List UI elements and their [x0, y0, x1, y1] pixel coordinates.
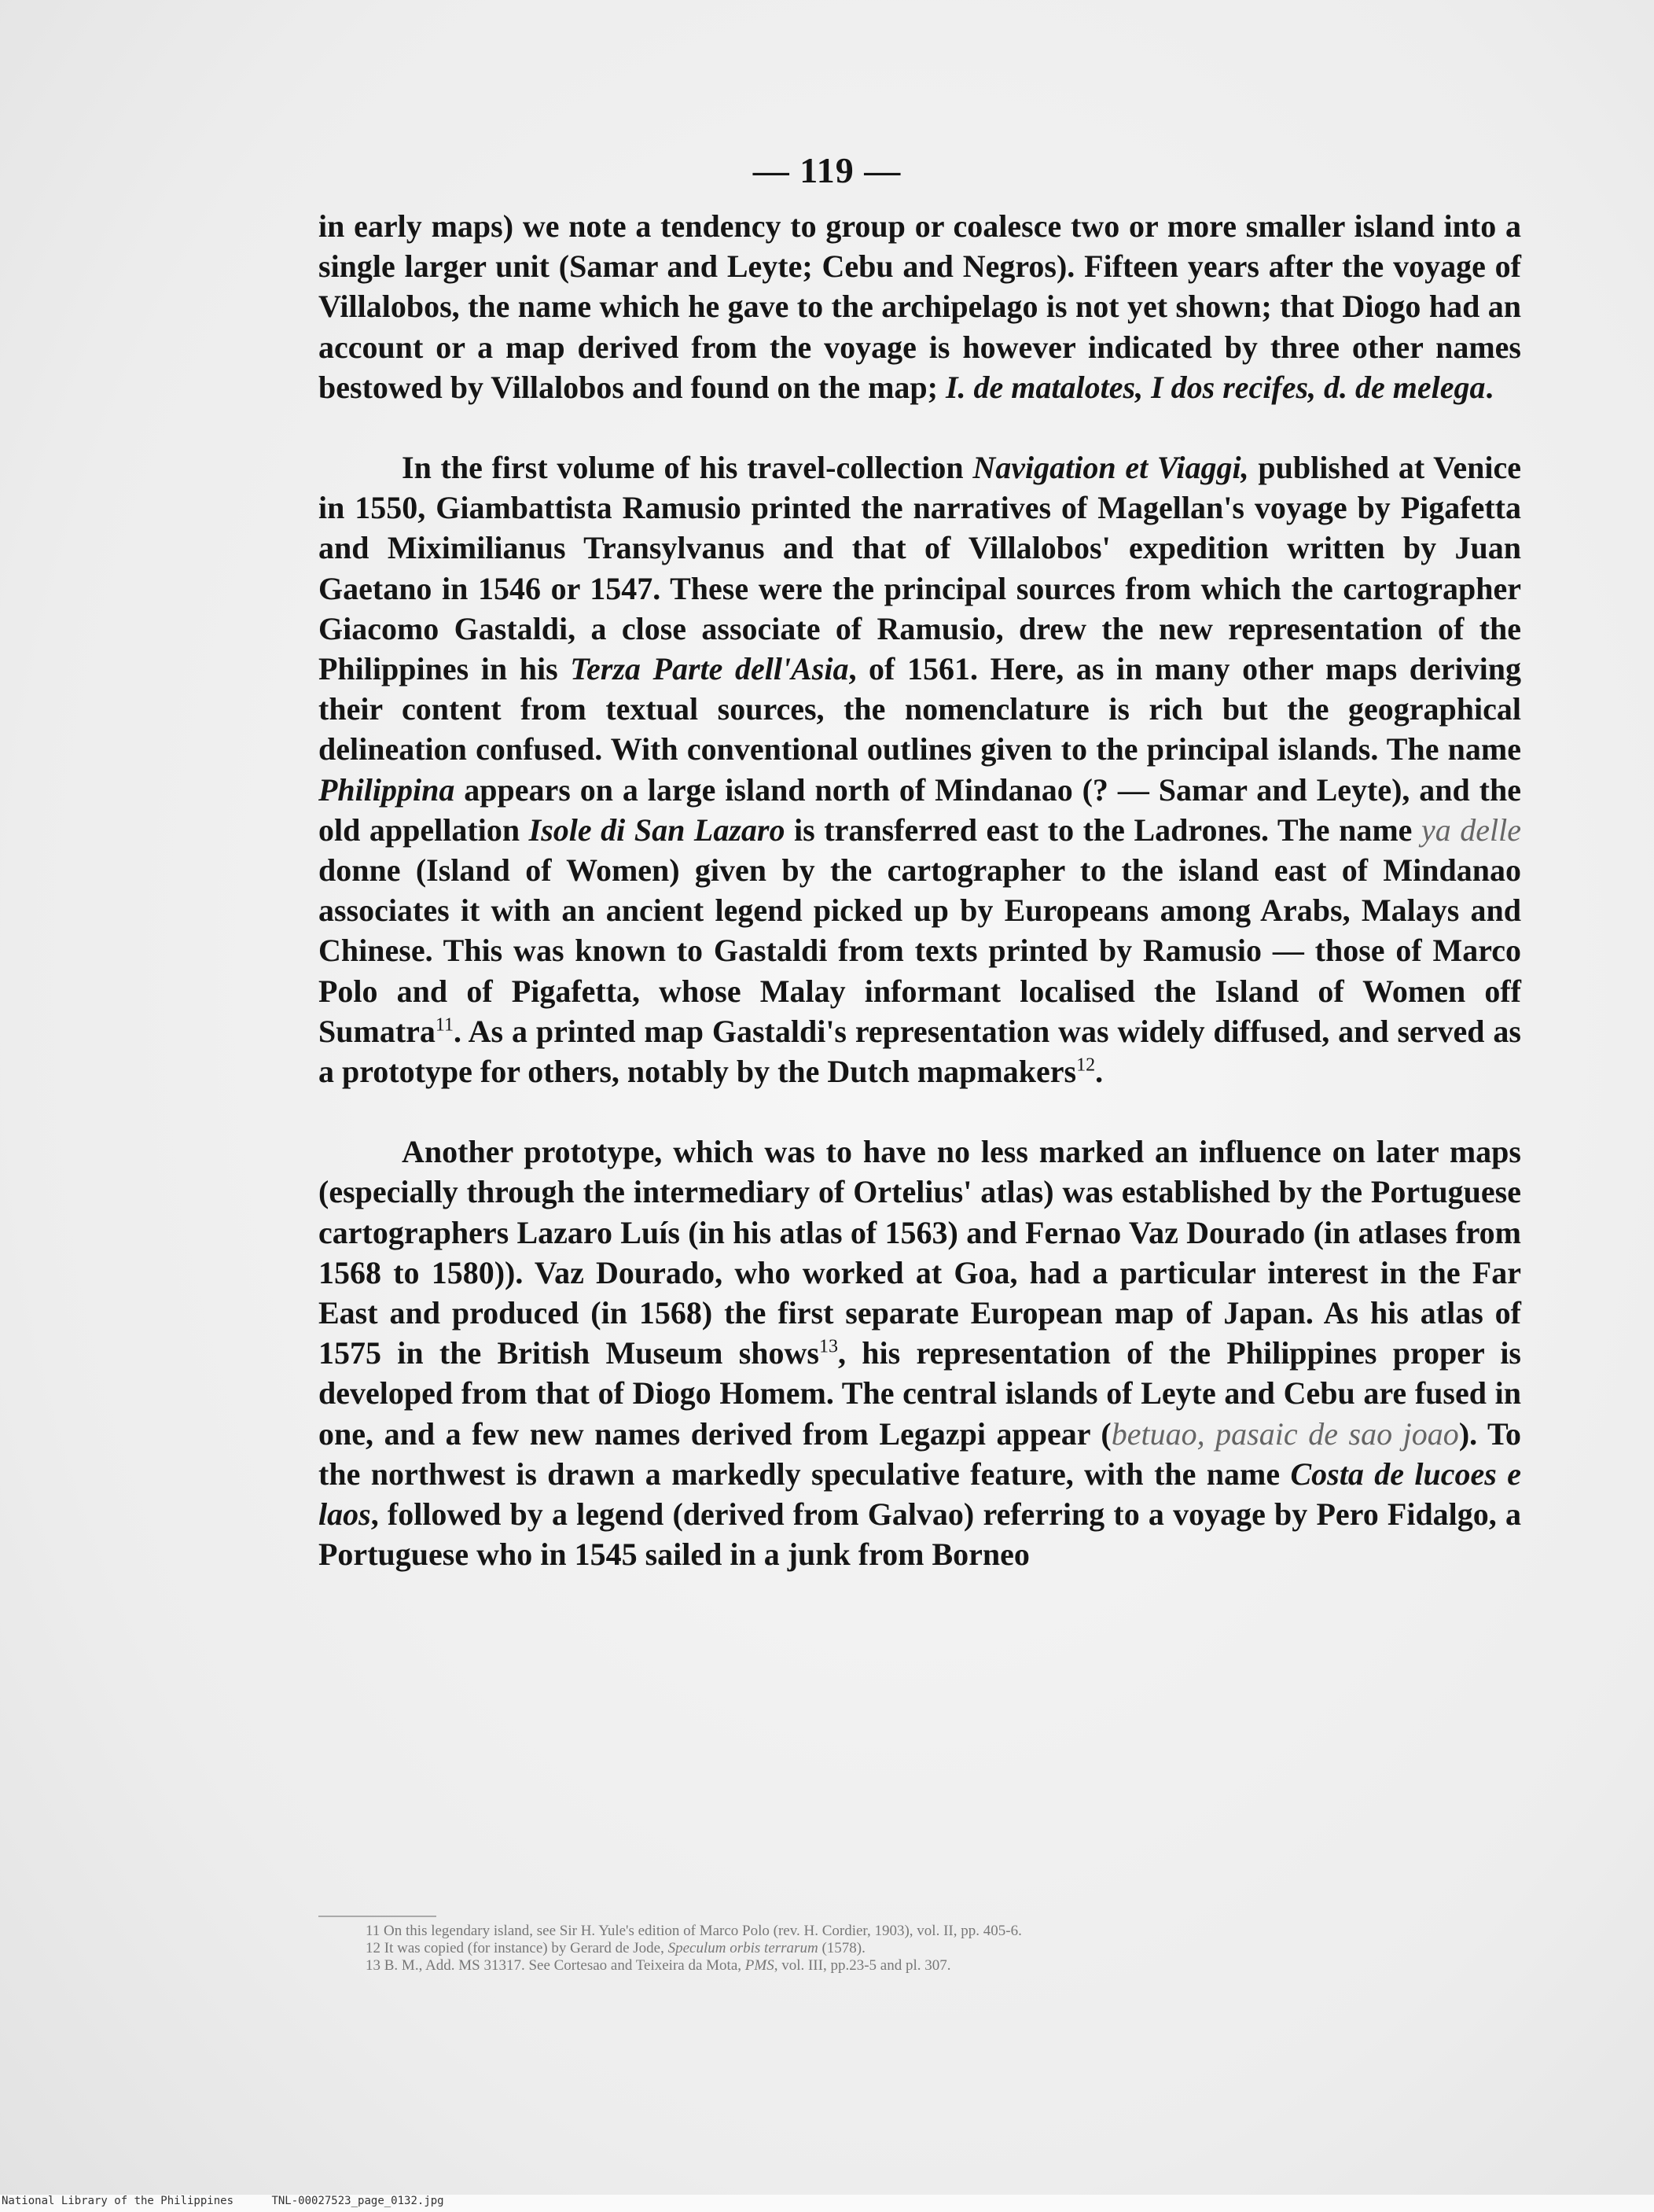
- scan-footer: [0, 2195, 1654, 2212]
- text-run: , his representation of the Philippines proper is developed from that of Diogo Homem. The central islands of Leyte and Cebu are fused in one, and a few new names derived from Legazpi appear (: [318, 1335, 1521, 1452]
- text-run: 13 B. M., Add. MS 31317. See Cortesao and Teixeira da Mota,: [366, 1957, 745, 1974]
- text-run: , vol. III, pp.23-5 and pl. 307.: [774, 1957, 951, 1974]
- footnote-ref: 11: [435, 1014, 454, 1036]
- footnote-11: 11 On this legendary island, see Sir H. Yule's edition of Marco Polo (rev. H. Cordier, 1903), vol. II, pp. 405-6.: [366, 1923, 1022, 1939]
- page-number: — 119 —: [752, 150, 902, 190]
- italic-title: Terza Parte dell'Asia: [570, 651, 849, 687]
- text-run: .: [1095, 1054, 1104, 1090]
- text-run: . As a printed map Gastaldi's representation was widely diffused, and served as a prototype for others, notably by the Dutch mapmakers: [318, 1013, 1521, 1090]
- italic-names: betuao, pasaic de sao joao: [1111, 1415, 1459, 1452]
- italic-name: Costa de lucoes e laos: [318, 1456, 1521, 1533]
- text-run: .: [1485, 369, 1494, 405]
- footnote-ref: 13: [818, 1336, 838, 1357]
- text-run: donne (Island of Women) given by the cartographer to the island east of Mindanao associates it with an ancient legend picked up by Europeans among Arabs, Malays and Chinese. This was known to Gastaldi from texts printed by Ramusio — those of Marco Polo and of Pigafetta, whose Malay informant localised the Island of Women off Sumatra: [318, 852, 1521, 1049]
- italic-title: Navigation et Viaggi,: [972, 450, 1249, 486]
- file-name: TNL-00027523_page_0132.jpg: [271, 2195, 444, 2207]
- text-run: appears on a large island north of Mindanao (? — Samar and Leyte), and the old appellation: [318, 771, 1521, 848]
- text-run: (1578).: [818, 1940, 866, 1956]
- paragraph-2: [318, 447, 1521, 1091]
- footnote-ref: 12: [1076, 1054, 1096, 1076]
- text-run: is transferred east to the Ladrones. The name: [785, 812, 1421, 848]
- italic-name: ya delle: [1421, 812, 1522, 848]
- footnote-12: [318, 1940, 1521, 1957]
- text-run: , followed by a legend (derived from Galvao) referring to a voyage by Pero Fidalgo, a Portuguese who in 1545 sailed in a junk from Borneo: [318, 1496, 1521, 1573]
- footnote-divider: [318, 1916, 436, 1917]
- body-text: [318, 206, 1521, 1575]
- footnote-13: [318, 1957, 1521, 1975]
- text-run: published at Venice in 1550, Giambattista Ramusio printed the narratives of Magellan's voyage by Pigafetta and Miximilianus Transylvanus and that of Villalobos' expedition written by Juan Gaetano in 1546 or 1547. These were the principal sources from which the cartographer Giacomo Gastaldi, a close associate of Ramusio, drew the new representation of the Philippines in his: [318, 450, 1522, 687]
- footnotes: [318, 1923, 1521, 1975]
- italic-name: Isole di San Lazaro: [528, 812, 785, 848]
- italic-title: Speculum orbis terrarum: [667, 1940, 818, 1956]
- text-run: ). To the northwest is drawn a markedly speculative feature, with the name: [318, 1415, 1522, 1492]
- text-run: , of 1561. Here, as in many other maps deriving their content from textual sources, the nomenclature is rich but the geographical delineation confused. With conventional outlines given to the principal islands. The name: [318, 651, 1522, 767]
- text-run: Another prototype, which was to have no less marked an influence on later maps (especially through the intermediary of Ortelius' atlas) was established by the Portuguese cartographers Lazaro Luís (in his atlas of 1563) and Fernao Vaz Dourado (in atlases from 1568 to 1580)). Vaz Dourado, who worked at Goa, had a particular interest in the Far East and produced (in 1568) the first separate European map of Japan. As his atlas of 1575 in the British Museum shows: [318, 1134, 1521, 1371]
- paragraph-3: [318, 1132, 1521, 1574]
- text-run: In the first volume of his travel-collection: [402, 450, 973, 486]
- text-run: in early maps) we note a tendency to group or coalesce two or more smaller island into a single larger unit (Samar and Leyte; Cebu and Negros). Fifteen years after the voyage of Villalobos, the name which he gave to the archipelago is not yet shown; that Diogo had an account or a map derived from the voyage is however indicated by three other names bestowed by Villalobos and found on the map;: [318, 208, 1521, 405]
- italic-place-names: I. de matalotes, I dos recifes, d. de melega: [945, 369, 1486, 405]
- library-name: National Library of the Philippines: [2, 2195, 234, 2207]
- text-run: 12 It was copied (for instance) by Gerard de Jode,: [366, 1940, 668, 1956]
- italic-title: PMS: [744, 1957, 774, 1974]
- italic-name: Philippina: [318, 771, 455, 808]
- paragraph-1: [318, 206, 1521, 407]
